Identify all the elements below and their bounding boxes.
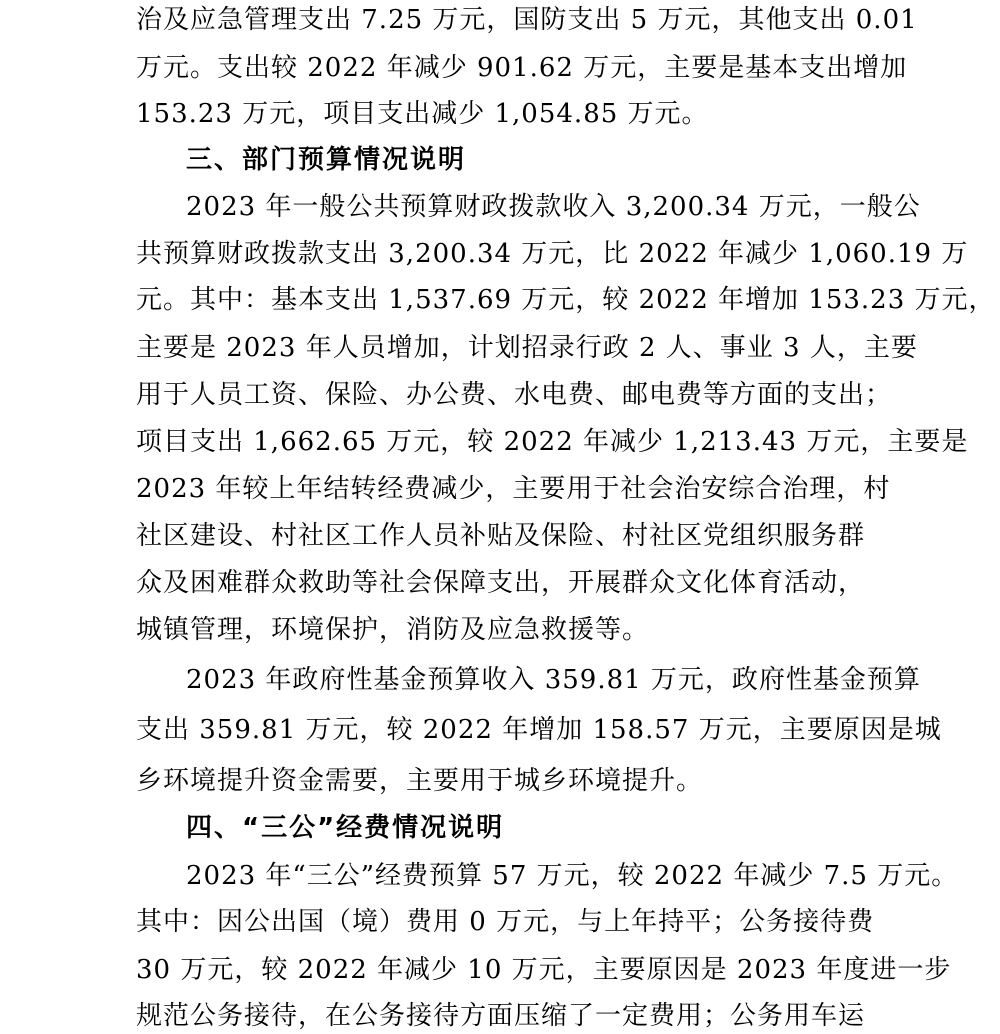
text-line: 社区建设、村社区工作人员补贴及保险、村社区党组织服务群 xyxy=(136,521,866,551)
text-line: 其中：因公出国（境）费用 0 万元，与上年持平；公务接待费 xyxy=(136,907,875,937)
text-line: 治及应急管理支出 7.25 万元，国防支出 5 万元，其他支出 0.01 xyxy=(136,5,918,35)
text-line: 城镇管理，环境保护，消防及应急救援等。 xyxy=(136,615,650,645)
text-line: 2023 年“三公”经费预算 57 万元，较 2022 年减少 7.5 万元。 xyxy=(186,861,959,891)
text-line: 2023 年政府性基金预算收入 359.81 万元，政府性基金预算 xyxy=(186,665,921,695)
section-heading-3: 三、部门预算情况说明 xyxy=(186,145,467,175)
text-line: 元。其中：基本支出 1,537.69 万元，较 2022 年增加 153.23 万元， xyxy=(136,285,996,315)
text-line: 主要是 2023 年人员增加，计划招录行政 2 人、事业 3 人，主要 xyxy=(136,333,918,363)
text-line: 2023 年一般公共预算财政拨款收入 3,200.34 万元，一般公 xyxy=(186,192,921,222)
text-line: 2023 年较上年结转经费减少，主要用于社会治安综合治理，村 xyxy=(136,474,891,504)
text-line: 万元。支出较 2022 年减少 901.62 万元，主要是基本支出增加 xyxy=(136,53,908,83)
text-line: 支出 359.81 万元，较 2022 年增加 158.57 万元，主要原因是城 xyxy=(136,715,942,745)
text-line: 项目支出 1,662.65 万元，较 2022 年减少 1,213.43 万元，主要是 xyxy=(136,427,969,457)
text-line: 众及困难群众救助等社会保障支出，开展群众文化体育活动， xyxy=(136,568,866,598)
text-line: 30 万元，较 2022 年减少 10 万元，主要原因是 2023 年度进一步 xyxy=(136,955,952,985)
text-line: 153.23 万元，项目支出减少 1,054.85 万元。 xyxy=(136,99,709,129)
text-line: 共预算财政拨款支出 3,200.34 万元，比 2022 年减少 1,060.19 万 xyxy=(136,239,969,269)
section-heading-4: 四、“三公”经费情况说明 xyxy=(186,813,505,843)
text-line: 规范公务接待，在公务接待方面压缩了一定费用；公务用车运 xyxy=(136,1001,866,1031)
text-line: 乡环境提升资金需要，主要用于城乡环境提升。 xyxy=(136,766,704,796)
text-line: 用于人员工资、保险、办公费、水电费、邮电费等方面的支出； xyxy=(136,380,893,410)
